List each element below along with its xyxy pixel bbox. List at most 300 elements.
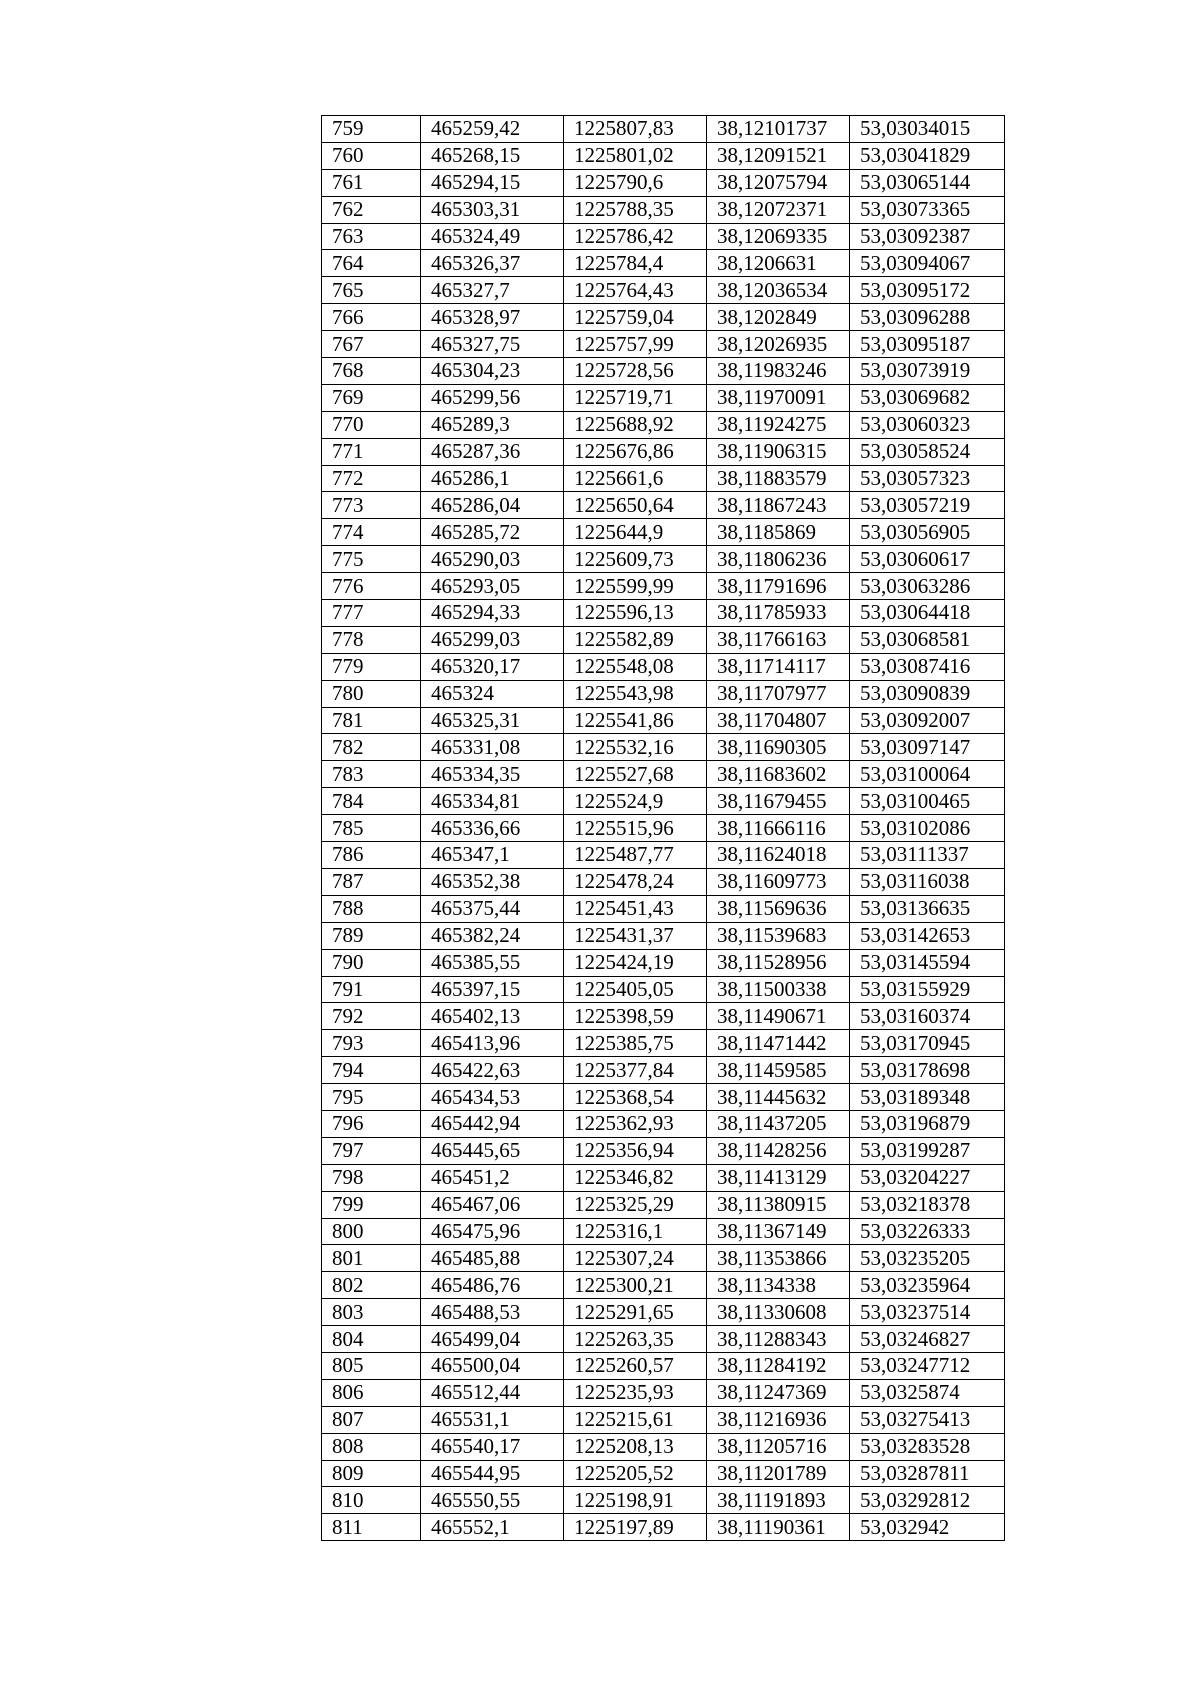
- y-coordinate-cell: 1225688,92: [564, 411, 707, 438]
- table-row: [322, 1352, 1005, 1379]
- longitude-cell: 38,11471442: [707, 1030, 850, 1057]
- table-row: [322, 573, 1005, 600]
- longitude-cell: 38,11201789: [707, 1460, 850, 1487]
- y-coordinate-cell: 1225784,4: [564, 250, 707, 277]
- table-row: [322, 1326, 1005, 1353]
- table-row: [322, 223, 1005, 250]
- longitude-cell: 38,11191893: [707, 1487, 850, 1514]
- longitude-cell: 38,11791696: [707, 573, 850, 600]
- longitude-cell: 38,11883579: [707, 465, 850, 492]
- longitude-cell: 38,11190361: [707, 1514, 850, 1541]
- x-coordinate-cell: 465299,03: [421, 626, 564, 653]
- longitude-cell: 38,11806236: [707, 546, 850, 573]
- longitude-cell: 38,11609773: [707, 868, 850, 895]
- table-row: [322, 331, 1005, 358]
- latitude-cell: 53,03095187: [850, 331, 1005, 358]
- longitude-cell: 38,11288343: [707, 1326, 850, 1353]
- x-coordinate-cell: 465336,66: [421, 815, 564, 842]
- x-coordinate-cell: 465326,37: [421, 250, 564, 277]
- table-row: [322, 465, 1005, 492]
- y-coordinate-cell: 1225424,19: [564, 949, 707, 976]
- y-coordinate-cell: 1225676,86: [564, 438, 707, 465]
- x-coordinate-cell: 465352,38: [421, 868, 564, 895]
- longitude-cell: 38,1185869: [707, 519, 850, 546]
- longitude-cell: 38,11867243: [707, 492, 850, 519]
- y-coordinate-cell: 1225807,83: [564, 116, 707, 143]
- y-coordinate-cell: 1225527,68: [564, 761, 707, 788]
- latitude-cell: 53,03199287: [850, 1137, 1005, 1164]
- y-coordinate-cell: 1225719,71: [564, 384, 707, 411]
- y-coordinate-cell: 1225431,37: [564, 922, 707, 949]
- latitude-cell: 53,03116038: [850, 868, 1005, 895]
- longitude-cell: 38,11330608: [707, 1299, 850, 1326]
- latitude-cell: 53,03060323: [850, 411, 1005, 438]
- latitude-cell: 53,03247712: [850, 1352, 1005, 1379]
- latitude-cell: 53,03058524: [850, 438, 1005, 465]
- latitude-cell: 53,03283528: [850, 1433, 1005, 1460]
- table-row: [322, 492, 1005, 519]
- y-coordinate-cell: 1225515,96: [564, 815, 707, 842]
- x-coordinate-cell: 465488,53: [421, 1299, 564, 1326]
- y-coordinate-cell: 1225356,94: [564, 1137, 707, 1164]
- table-row: [322, 868, 1005, 895]
- latitude-cell: 53,03235205: [850, 1245, 1005, 1272]
- point-number-cell: 811: [322, 1514, 421, 1541]
- latitude-cell: 53,03057219: [850, 492, 1005, 519]
- latitude-cell: 53,03142653: [850, 922, 1005, 949]
- y-coordinate-cell: 1225198,91: [564, 1487, 707, 1514]
- x-coordinate-cell: 465397,15: [421, 976, 564, 1003]
- y-coordinate-cell: 1225208,13: [564, 1433, 707, 1460]
- latitude-cell: 53,03068581: [850, 626, 1005, 653]
- longitude-cell: 38,11683602: [707, 761, 850, 788]
- latitude-cell: 53,03065144: [850, 169, 1005, 196]
- latitude-cell: 53,03235964: [850, 1272, 1005, 1299]
- latitude-cell: 53,03189348: [850, 1084, 1005, 1111]
- y-coordinate-cell: 1225788,35: [564, 196, 707, 223]
- longitude-cell: 38,12069335: [707, 223, 850, 250]
- x-coordinate-cell: 465467,06: [421, 1191, 564, 1218]
- y-coordinate-cell: 1225543,98: [564, 680, 707, 707]
- point-number-cell: 770: [322, 411, 421, 438]
- table-row: [322, 196, 1005, 223]
- point-number-cell: 796: [322, 1110, 421, 1137]
- table-row: [322, 519, 1005, 546]
- table-row: [322, 1245, 1005, 1272]
- y-coordinate-cell: 1225609,73: [564, 546, 707, 573]
- x-coordinate-cell: 465550,55: [421, 1487, 564, 1514]
- y-coordinate-cell: 1225291,65: [564, 1299, 707, 1326]
- longitude-cell: 38,11500338: [707, 976, 850, 1003]
- point-number-cell: 767: [322, 331, 421, 358]
- longitude-cell: 38,11666116: [707, 815, 850, 842]
- y-coordinate-cell: 1225398,59: [564, 1003, 707, 1030]
- point-number-cell: 764: [322, 250, 421, 277]
- point-number-cell: 786: [322, 842, 421, 869]
- table-row: [322, 976, 1005, 1003]
- table-row: [322, 250, 1005, 277]
- longitude-cell: 38,1202849: [707, 304, 850, 331]
- longitude-cell: 38,11906315: [707, 438, 850, 465]
- longitude-cell: 38,11624018: [707, 842, 850, 869]
- table-row: [322, 1272, 1005, 1299]
- longitude-cell: 38,11367149: [707, 1218, 850, 1245]
- table-row: [322, 842, 1005, 869]
- x-coordinate-cell: 465413,96: [421, 1030, 564, 1057]
- latitude-cell: 53,03087416: [850, 653, 1005, 680]
- y-coordinate-cell: 1225790,6: [564, 169, 707, 196]
- x-coordinate-cell: 465531,1: [421, 1406, 564, 1433]
- x-coordinate-cell: 465325,31: [421, 707, 564, 734]
- point-number-cell: 785: [322, 815, 421, 842]
- x-coordinate-cell: 465385,55: [421, 949, 564, 976]
- y-coordinate-cell: 1225759,04: [564, 304, 707, 331]
- latitude-cell: 53,03095172: [850, 277, 1005, 304]
- point-number-cell: 781: [322, 707, 421, 734]
- point-number-cell: 797: [322, 1137, 421, 1164]
- latitude-cell: 53,03111337: [850, 842, 1005, 869]
- longitude-cell: 38,11679455: [707, 788, 850, 815]
- x-coordinate-cell: 465442,94: [421, 1110, 564, 1137]
- longitude-cell: 38,11437205: [707, 1110, 850, 1137]
- point-number-cell: 807: [322, 1406, 421, 1433]
- y-coordinate-cell: 1225377,84: [564, 1057, 707, 1084]
- table-row: [322, 949, 1005, 976]
- table-row: [322, 626, 1005, 653]
- latitude-cell: 53,03094067: [850, 250, 1005, 277]
- y-coordinate-cell: 1225205,52: [564, 1460, 707, 1487]
- x-coordinate-cell: 465324: [421, 680, 564, 707]
- latitude-cell: 53,03100465: [850, 788, 1005, 815]
- y-coordinate-cell: 1225801,02: [564, 142, 707, 169]
- latitude-cell: 53,03034015: [850, 116, 1005, 143]
- latitude-cell: 53,032942: [850, 1514, 1005, 1541]
- point-number-cell: 773: [322, 492, 421, 519]
- point-number-cell: 760: [322, 142, 421, 169]
- table-row: [322, 1110, 1005, 1137]
- table-row: [322, 277, 1005, 304]
- point-number-cell: 775: [322, 546, 421, 573]
- y-coordinate-cell: 1225215,61: [564, 1406, 707, 1433]
- latitude-cell: 53,03041829: [850, 142, 1005, 169]
- point-number-cell: 800: [322, 1218, 421, 1245]
- latitude-cell: 53,03063286: [850, 573, 1005, 600]
- x-coordinate-cell: 465422,63: [421, 1057, 564, 1084]
- table-row: [322, 707, 1005, 734]
- longitude-cell: 38,11707977: [707, 680, 850, 707]
- x-coordinate-cell: 465286,04: [421, 492, 564, 519]
- point-number-cell: 809: [322, 1460, 421, 1487]
- longitude-cell: 38,11714117: [707, 653, 850, 680]
- x-coordinate-cell: 465382,24: [421, 922, 564, 949]
- y-coordinate-cell: 1225451,43: [564, 895, 707, 922]
- y-coordinate-cell: 1225728,56: [564, 358, 707, 385]
- point-number-cell: 801: [322, 1245, 421, 1272]
- y-coordinate-cell: 1225307,24: [564, 1245, 707, 1272]
- longitude-cell: 38,12026935: [707, 331, 850, 358]
- longitude-cell: 38,12091521: [707, 142, 850, 169]
- x-coordinate-cell: 465486,76: [421, 1272, 564, 1299]
- x-coordinate-cell: 465402,13: [421, 1003, 564, 1030]
- point-number-cell: 780: [322, 680, 421, 707]
- latitude-cell: 53,03160374: [850, 1003, 1005, 1030]
- latitude-cell: 53,03237514: [850, 1299, 1005, 1326]
- y-coordinate-cell: 1225644,9: [564, 519, 707, 546]
- table-row: [322, 1137, 1005, 1164]
- point-number-cell: 784: [322, 788, 421, 815]
- point-number-cell: 768: [322, 358, 421, 385]
- table-row: [322, 116, 1005, 143]
- longitude-cell: 38,11569636: [707, 895, 850, 922]
- point-number-cell: 772: [322, 465, 421, 492]
- longitude-cell: 38,12075794: [707, 169, 850, 196]
- latitude-cell: 53,03275413: [850, 1406, 1005, 1433]
- table-row: [322, 546, 1005, 573]
- latitude-cell: 53,03292812: [850, 1487, 1005, 1514]
- point-number-cell: 783: [322, 761, 421, 788]
- table-row: [322, 1299, 1005, 1326]
- x-coordinate-cell: 465544,95: [421, 1460, 564, 1487]
- x-coordinate-cell: 465294,33: [421, 600, 564, 627]
- x-coordinate-cell: 465334,81: [421, 788, 564, 815]
- longitude-cell: 38,11785933: [707, 600, 850, 627]
- table-row: [322, 1460, 1005, 1487]
- latitude-cell: 53,03100064: [850, 761, 1005, 788]
- longitude-cell: 38,11970091: [707, 384, 850, 411]
- latitude-cell: 53,03092007: [850, 707, 1005, 734]
- table-row: [322, 788, 1005, 815]
- point-number-cell: 802: [322, 1272, 421, 1299]
- latitude-cell: 53,03246827: [850, 1326, 1005, 1353]
- y-coordinate-cell: 1225235,93: [564, 1379, 707, 1406]
- table-row: [322, 1191, 1005, 1218]
- x-coordinate-cell: 465289,3: [421, 411, 564, 438]
- x-coordinate-cell: 465451,2: [421, 1164, 564, 1191]
- y-coordinate-cell: 1225362,93: [564, 1110, 707, 1137]
- x-coordinate-cell: 465299,56: [421, 384, 564, 411]
- latitude-cell: 53,03092387: [850, 223, 1005, 250]
- y-coordinate-cell: 1225757,99: [564, 331, 707, 358]
- point-number-cell: 782: [322, 734, 421, 761]
- latitude-cell: 53,03218378: [850, 1191, 1005, 1218]
- y-coordinate-cell: 1225263,35: [564, 1326, 707, 1353]
- point-number-cell: 759: [322, 116, 421, 143]
- longitude-cell: 38,11528956: [707, 949, 850, 976]
- longitude-cell: 38,11216936: [707, 1406, 850, 1433]
- point-number-cell: 803: [322, 1299, 421, 1326]
- latitude-cell: 53,0325874: [850, 1379, 1005, 1406]
- table-row: [322, 922, 1005, 949]
- x-coordinate-cell: 465327,7: [421, 277, 564, 304]
- x-coordinate-cell: 465320,17: [421, 653, 564, 680]
- latitude-cell: 53,03069682: [850, 384, 1005, 411]
- table-row: [322, 1218, 1005, 1245]
- latitude-cell: 53,03102086: [850, 815, 1005, 842]
- y-coordinate-cell: 1225596,13: [564, 600, 707, 627]
- point-number-cell: 778: [322, 626, 421, 653]
- point-number-cell: 808: [322, 1433, 421, 1460]
- x-coordinate-cell: 465347,1: [421, 842, 564, 869]
- latitude-cell: 53,03178698: [850, 1057, 1005, 1084]
- y-coordinate-cell: 1225541,86: [564, 707, 707, 734]
- point-number-cell: 793: [322, 1030, 421, 1057]
- y-coordinate-cell: 1225316,1: [564, 1218, 707, 1245]
- point-number-cell: 806: [322, 1379, 421, 1406]
- x-coordinate-cell: 465331,08: [421, 734, 564, 761]
- point-number-cell: 761: [322, 169, 421, 196]
- table-row: [322, 411, 1005, 438]
- x-coordinate-cell: 465328,97: [421, 304, 564, 331]
- point-number-cell: 792: [322, 1003, 421, 1030]
- x-coordinate-cell: 465445,65: [421, 1137, 564, 1164]
- x-coordinate-cell: 465375,44: [421, 895, 564, 922]
- y-coordinate-cell: 1225650,64: [564, 492, 707, 519]
- longitude-cell: 38,11284192: [707, 1352, 850, 1379]
- point-number-cell: 789: [322, 922, 421, 949]
- table-row: [322, 438, 1005, 465]
- table-row: [322, 1164, 1005, 1191]
- table-row: [322, 1084, 1005, 1111]
- longitude-cell: 38,12072371: [707, 196, 850, 223]
- longitude-cell: 38,1206631: [707, 250, 850, 277]
- y-coordinate-cell: 1225300,21: [564, 1272, 707, 1299]
- y-coordinate-cell: 1225197,89: [564, 1514, 707, 1541]
- table-row: [322, 1487, 1005, 1514]
- point-number-cell: 804: [322, 1326, 421, 1353]
- table-row: [322, 600, 1005, 627]
- x-coordinate-cell: 465268,15: [421, 142, 564, 169]
- y-coordinate-cell: 1225764,43: [564, 277, 707, 304]
- y-coordinate-cell: 1225532,16: [564, 734, 707, 761]
- longitude-cell: 38,11428256: [707, 1137, 850, 1164]
- table-row: [322, 142, 1005, 169]
- table-row: [322, 895, 1005, 922]
- y-coordinate-cell: 1225325,29: [564, 1191, 707, 1218]
- longitude-cell: 38,11690305: [707, 734, 850, 761]
- x-coordinate-cell: 465285,72: [421, 519, 564, 546]
- point-number-cell: 765: [322, 277, 421, 304]
- latitude-cell: 53,03204227: [850, 1164, 1005, 1191]
- latitude-cell: 53,03090839: [850, 680, 1005, 707]
- point-number-cell: 763: [322, 223, 421, 250]
- y-coordinate-cell: 1225582,89: [564, 626, 707, 653]
- table-row: [322, 761, 1005, 788]
- coordinates-table: [321, 115, 1005, 1541]
- point-number-cell: 794: [322, 1057, 421, 1084]
- x-coordinate-cell: 465499,04: [421, 1326, 564, 1353]
- x-coordinate-cell: 465293,05: [421, 573, 564, 600]
- point-number-cell: 779: [322, 653, 421, 680]
- table-row: [322, 815, 1005, 842]
- table-row: [322, 304, 1005, 331]
- x-coordinate-cell: 465540,17: [421, 1433, 564, 1460]
- y-coordinate-cell: 1225786,42: [564, 223, 707, 250]
- x-coordinate-cell: 465500,04: [421, 1352, 564, 1379]
- longitude-cell: 38,11353866: [707, 1245, 850, 1272]
- table-row: [322, 1057, 1005, 1084]
- x-coordinate-cell: 465485,88: [421, 1245, 564, 1272]
- latitude-cell: 53,03287811: [850, 1460, 1005, 1487]
- x-coordinate-cell: 465327,75: [421, 331, 564, 358]
- table-row: [322, 1433, 1005, 1460]
- y-coordinate-cell: 1225599,99: [564, 573, 707, 600]
- table-row: [322, 1406, 1005, 1433]
- table-row: [322, 680, 1005, 707]
- latitude-cell: 53,03226333: [850, 1218, 1005, 1245]
- y-coordinate-cell: 1225260,57: [564, 1352, 707, 1379]
- x-coordinate-cell: 465303,31: [421, 196, 564, 223]
- latitude-cell: 53,03056905: [850, 519, 1005, 546]
- x-coordinate-cell: 465286,1: [421, 465, 564, 492]
- point-number-cell: 787: [322, 868, 421, 895]
- longitude-cell: 38,12101737: [707, 116, 850, 143]
- latitude-cell: 53,03155929: [850, 976, 1005, 1003]
- point-number-cell: 771: [322, 438, 421, 465]
- y-coordinate-cell: 1225405,05: [564, 976, 707, 1003]
- x-coordinate-cell: 465334,35: [421, 761, 564, 788]
- table-row: [322, 1514, 1005, 1541]
- latitude-cell: 53,03073365: [850, 196, 1005, 223]
- y-coordinate-cell: 1225548,08: [564, 653, 707, 680]
- point-number-cell: 774: [322, 519, 421, 546]
- latitude-cell: 53,03097147: [850, 734, 1005, 761]
- latitude-cell: 53,03170945: [850, 1030, 1005, 1057]
- longitude-cell: 38,11539683: [707, 922, 850, 949]
- table-row: [322, 384, 1005, 411]
- point-number-cell: 798: [322, 1164, 421, 1191]
- y-coordinate-cell: 1225661,6: [564, 465, 707, 492]
- longitude-cell: 38,11924275: [707, 411, 850, 438]
- latitude-cell: 53,03060617: [850, 546, 1005, 573]
- longitude-cell: 38,11413129: [707, 1164, 850, 1191]
- latitude-cell: 53,03136635: [850, 895, 1005, 922]
- point-number-cell: 776: [322, 573, 421, 600]
- longitude-cell: 38,11380915: [707, 1191, 850, 1218]
- point-number-cell: 791: [322, 976, 421, 1003]
- longitude-cell: 38,11704807: [707, 707, 850, 734]
- x-coordinate-cell: 465475,96: [421, 1218, 564, 1245]
- point-number-cell: 795: [322, 1084, 421, 1111]
- point-number-cell: 788: [322, 895, 421, 922]
- latitude-cell: 53,03064418: [850, 600, 1005, 627]
- longitude-cell: 38,11459585: [707, 1057, 850, 1084]
- point-number-cell: 810: [322, 1487, 421, 1514]
- latitude-cell: 53,03096288: [850, 304, 1005, 331]
- point-number-cell: 769: [322, 384, 421, 411]
- point-number-cell: 766: [322, 304, 421, 331]
- x-coordinate-cell: 465434,53: [421, 1084, 564, 1111]
- longitude-cell: 38,11983246: [707, 358, 850, 385]
- y-coordinate-cell: 1225346,82: [564, 1164, 707, 1191]
- longitude-cell: 38,12036534: [707, 277, 850, 304]
- point-number-cell: 805: [322, 1352, 421, 1379]
- table-row: [322, 653, 1005, 680]
- table-row: [322, 358, 1005, 385]
- latitude-cell: 53,03057323: [850, 465, 1005, 492]
- x-coordinate-cell: 465294,15: [421, 169, 564, 196]
- x-coordinate-cell: 465290,03: [421, 546, 564, 573]
- longitude-cell: 38,11205716: [707, 1433, 850, 1460]
- y-coordinate-cell: 1225478,24: [564, 868, 707, 895]
- longitude-cell: 38,1134338: [707, 1272, 850, 1299]
- longitude-cell: 38,11445632: [707, 1084, 850, 1111]
- latitude-cell: 53,03196879: [850, 1110, 1005, 1137]
- x-coordinate-cell: 465287,36: [421, 438, 564, 465]
- y-coordinate-cell: 1225487,77: [564, 842, 707, 869]
- longitude-cell: 38,11766163: [707, 626, 850, 653]
- latitude-cell: 53,03073919: [850, 358, 1005, 385]
- table-row: [322, 734, 1005, 761]
